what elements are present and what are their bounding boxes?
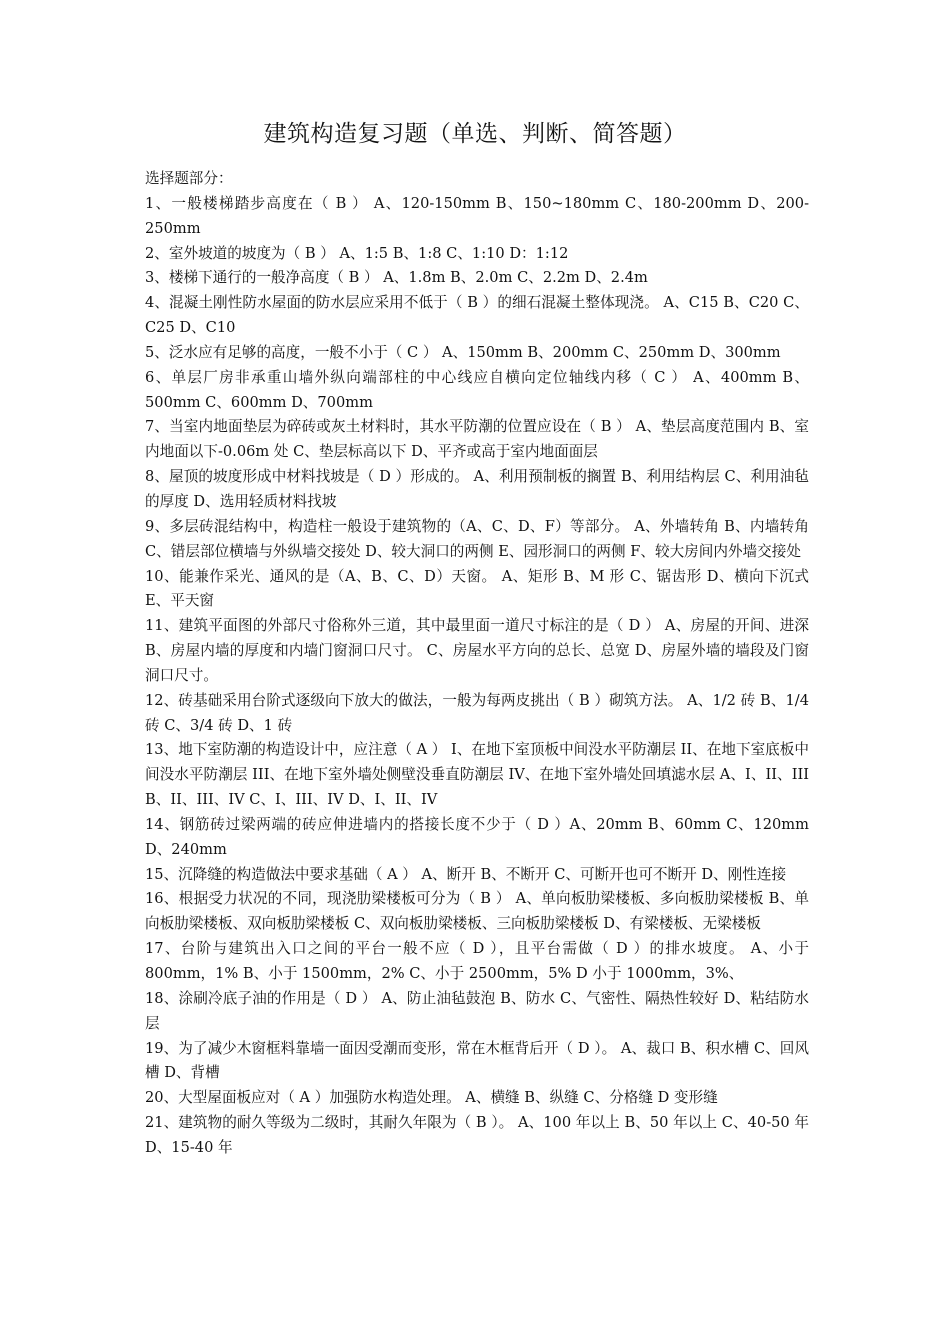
question-18: 18、涂刷冷底子油的作用是（ D ） A、防止油毡鼓泡 B、防水 C、气密性、隔热性较好 D、粘结防水层	[145, 989, 809, 1032]
question-21: 21、建筑物的耐久等级为二级时，其耐久年限为（ B ）。 A、100 年以上 B、50 年以上 C、40-50 年 D、15-40 年	[145, 1114, 809, 1156]
question-2: 2、室外坡道的坡度为（ B ） A、1:5 B、1:8 C、1:10 D：1:12	[145, 244, 569, 262]
question-list	[145, 167, 809, 1161]
question-17: 17、台阶与建筑出入口之间的平台一般不应（ D ），且平台需做（ D ）的排水坡度。 A、小于 800mm，1% B、小于 1500mm，2% C、小于 2500mm，5% D 小于 1000mm，3%、	[145, 940, 809, 982]
question-1: 1、一般楼梯踏步高度在（ B ） A、120-150mm B、150~180mm C、180-200mm D、200-250mm	[145, 194, 809, 237]
question-5: 5、泛水应有足够的高度，一般不小于（ C ） A、150mm B、200mm C、250mm D、300mm	[145, 343, 781, 361]
question-12: 12、砖基础采用台阶式逐级向下放大的做法，一般为每两皮挑出（ B ）砌筑方法。 A、1/2 砖 B、1/4 砖 C、3/4 砖 D、1 砖	[145, 691, 809, 734]
question-3: 3、楼梯下通行的一般净高度（ B ） A、1.8m B、2.0m C、2.2m D、2.4m	[145, 269, 648, 287]
question-19: 19、为了减少木窗框料靠墙一面因受潮而变形，常在木框背后开（ D ）。 A、裁口 B、积水槽 C、回风槽 D、背槽	[145, 1039, 809, 1082]
question-9: 9、多层砖混结构中，构造柱一般设于建筑物的（A、C、D、F）等部分。 A、外墙转角 B、内墙转角 C、错层部位横墙与外纵墙交接处 D、较大洞口的两侧 E、园形洞口的两侧 F、较大房间内外墙交接处	[145, 517, 809, 560]
question-6: 6、单层厂房非承重山墙外纵向端部柱的中心线应自横向定位轴线内移（ C ） A、400mm B、500mm C、600mm D、700mm	[145, 368, 809, 411]
document-title: 建筑构造复习题（单选、判断、简答题）	[263, 121, 687, 147]
question-15: 15、沉降缝的构造做法中要求基础（ A ） A、断开 B、不断开 C、可断开也可不断开 D、刚性连接	[145, 865, 787, 883]
question-4: 4、混凝土刚性防水屋面的防水层应采用不低于（ B ）的细石混凝土整体现浇。 A、C15 B、C20 C、C25 D、C10	[145, 294, 810, 337]
question-11: 11、建筑平面图的外部尺寸俗称外三道，其中最里面一道尺寸标注的是（ D ） A、房屋的开间、进深 B、房屋内墙的厚度和内墙门窗洞口尺寸。 C、房屋水平方向的总长、总宽 D、房屋外墙的墙段及门窗洞口尺寸。	[145, 617, 809, 684]
question-20: 20、大型屋面板应对（ A ）加强防水构造处理。 A、横缝 B、纵缝 C、分格缝 D 变形缝	[145, 1089, 718, 1107]
question-7: 7、当室内地面垫层为碎砖或灰土材料时，其水平防潮的位置应设在（ B ） A、垫层高度范围内 B、室内地面以下-0.06m 处 C、垫层标高以下 D、平齐或高于室内地面面层	[145, 418, 809, 461]
section-label: 选择题部分：	[145, 170, 233, 187]
question-16: 16、根据受力状况的不同，现浇肋梁楼板可分为（ B ） A、单向板肋梁楼板、多向板肋梁楼板 B、单向板肋梁楼板、双向板肋梁楼板 C、双向板肋梁楼板、三向板肋梁楼板 D、有梁楼板、无梁楼板	[145, 890, 809, 933]
question-10: 10、能兼作采光、通风的是（A、B、C、D）天窗。 A、矩形 B、M 形 C、锯齿形 D、横向下沉式 E、平天窗	[145, 567, 809, 610]
question-14: 14、钢筋砖过梁两端的砖应伸进墙内的搭接长度不少于（ D ）A、20mm B、60mm C、120mm D、240mm	[145, 815, 809, 858]
question-13: 13、地下室防潮的构造设计中，应注意（ A ） I、在地下室顶板中间没水平防潮层 II、在地下室底板中间没水平防潮层 III、在地下室外墙处侧壁没垂直防潮层 IV、在地下室外墙处回填滤水层 A、I、II、III B、II、III、IV C、I、III、IV D、I、II、IV	[145, 741, 809, 809]
question-8: 8、屋顶的坡度形成中材料找坡是（ D ）形成的。 A、利用预制板的搁置 B、利用结构层 C、利用油毡的厚度 D、选用轻质材料找坡	[145, 468, 809, 510]
